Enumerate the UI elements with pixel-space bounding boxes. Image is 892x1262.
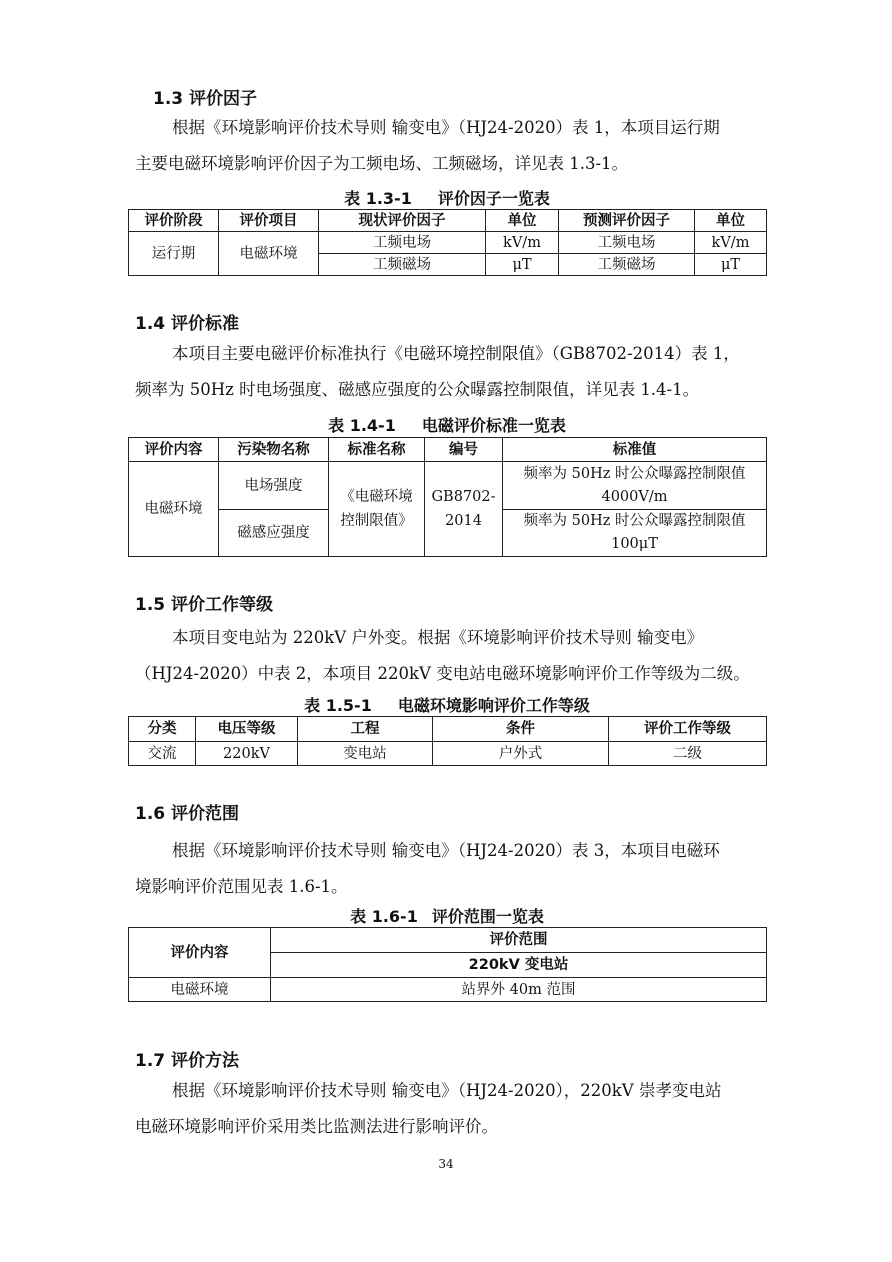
standard-value-line1: 频率为 50Hz 时公众曝露控制限值 (523, 465, 746, 482)
table-cell: 变电站 (298, 742, 433, 766)
table-cell-stage: 运行期 (129, 232, 219, 276)
table-header-cell: 工程 (298, 717, 433, 742)
table-1-6-1-caption (128, 904, 766, 927)
table-header-cell: 电压等级 (196, 717, 298, 742)
table-header-cell: 评价项目 (219, 210, 319, 232)
section-1-3-para-line2: 主要电磁环境影响评价因子为工频电场、工频磁场，详见表 1.3-1。 (135, 154, 629, 173)
table-cell: 工频磁场 (319, 254, 486, 276)
table-cell: μT (695, 254, 767, 276)
table-header-cell: 分类 (129, 717, 196, 742)
section-1-5-title: 1.5 评价工作等级 (135, 595, 274, 615)
section-1-7-para-line2: 电磁环境影响评价采用类比监测法进行影响评价。 (135, 1117, 498, 1136)
table-cell-item: 电磁环境 (219, 232, 319, 276)
section-1-3-para-line1: 根据《环境影响评价技术导则 输变电》（HJ24-2020）表 1，本项目运行期 (172, 118, 720, 137)
standard-value-line1: 频率为 50Hz 时公众曝露控制限值 (523, 513, 746, 529)
table-cell-standard-value (503, 462, 767, 510)
standard-name-line2: 控制限值》 (340, 513, 413, 529)
table-header-cell: 评价内容 (129, 928, 271, 978)
table-header-cell: 污染物名称 (219, 438, 329, 462)
table-header-cell: 评价工作等级 (609, 717, 767, 742)
table-cell-pollutant: 电场强度 (219, 462, 329, 510)
caption-title: 电磁评价标准一览表 (421, 416, 566, 435)
standard-value-line2: 100μT (611, 536, 658, 552)
table-cell: 工频电场 (319, 232, 486, 254)
table-cell-content: 电磁环境 (129, 462, 219, 557)
section-1-7-title: 1.7 评价方法 (135, 1051, 240, 1071)
caption-number: 表 1.6-1 (350, 907, 418, 926)
section-1-6-title: 1.6 评价范围 (135, 804, 240, 824)
table-cell-standard-value (503, 510, 767, 557)
table-header-cell: 现状评价因子 (319, 210, 486, 232)
table-cell: 工频磁场 (559, 254, 695, 276)
table-cell: μT (486, 254, 559, 276)
table-header-cell: 标准值 (503, 438, 767, 462)
table-1-4-1-caption (128, 413, 766, 436)
section-1-7-para-line1: 根据《环境影响评价技术导则 输变电》（HJ24-2020），220kV 崇孝变电站 (172, 1081, 722, 1100)
table-header-cell: 评价内容 (129, 438, 219, 462)
table-header-cell: 评价阶段 (129, 210, 219, 232)
table-evaluation-scope (128, 927, 767, 1002)
table-cell: kV/m (486, 232, 559, 254)
table-header-cell: 预测评价因子 (559, 210, 695, 232)
section-1-3-title: 1.3 评价因子 (153, 89, 258, 109)
table-evaluation-standards (128, 437, 767, 557)
table-cell-code (425, 462, 503, 557)
table-header-cell: 220kV 变电站 (271, 953, 767, 978)
table-cell: 电磁环境 (129, 978, 271, 1002)
code-line2: 2014 (445, 513, 482, 529)
caption-title: 电磁环境影响评价工作等级 (397, 696, 590, 715)
page-number: 34 (438, 1157, 454, 1171)
caption-title: 评价范围一览表 (431, 907, 544, 926)
table-header-cell: 编号 (425, 438, 503, 462)
table-cell: kV/m (695, 232, 767, 254)
table-work-grade (128, 716, 767, 766)
table-cell: 220kV (196, 742, 298, 766)
standard-value-line2: 4000V/m (601, 488, 668, 505)
code-line1: GB8702- (431, 489, 496, 505)
section-1-4-para-line2: 频率为 50Hz 时电场强度、磁感应强度的公众曝露控制限值，详见表 1.4-1。 (135, 380, 700, 399)
caption-number: 表 1.5-1 (304, 696, 372, 715)
table-cell-standard-name (329, 462, 425, 557)
section-1-5-para-line1: 本项目变电站为 220kV 户外变。根据《环境影响评价技术导则 输变电》 (172, 628, 704, 647)
table-cell-pollutant: 磁感应强度 (219, 510, 329, 557)
table-header-cell: 条件 (433, 717, 609, 742)
table-cell: 户外式 (433, 742, 609, 766)
table-1-3-1-caption (128, 186, 766, 209)
table-header-cell: 标准名称 (329, 438, 425, 462)
caption-number: 表 1.3-1 (344, 189, 412, 208)
table-cell: 站界外 40m 范围 (271, 978, 767, 1002)
section-1-4-title: 1.4 评价标准 (135, 314, 240, 334)
table-cell: 交流 (129, 742, 196, 766)
table-header-cell: 评价范围 (271, 928, 767, 953)
section-1-6-para-line1: 根据《环境影响评价技术导则 输变电》（HJ24-2020）表 3，本项目电磁环 (172, 841, 720, 860)
table-evaluation-factors (128, 209, 767, 276)
section-1-6-para-line2: 境影响评价范围见表 1.6-1。 (135, 877, 348, 896)
caption-title: 评价因子一览表 (437, 189, 550, 208)
standard-name-line1: 《电磁环境 (340, 489, 413, 505)
table-cell: 工频电场 (559, 232, 695, 254)
caption-number: 表 1.4-1 (328, 416, 396, 435)
table-header-cell: 单位 (486, 210, 559, 232)
section-1-5-para-line2: （HJ24-2020）中表 2，本项目 220kV 变电站电磁环境影响评价工作等级为二级。 (135, 664, 750, 683)
table-cell: 二级 (609, 742, 767, 766)
section-1-4-para-line1: 本项目主要电磁评价标准执行《电磁环境控制限值》（GB8702-2014）表 1， (172, 344, 740, 363)
table-1-5-1-caption (128, 693, 766, 716)
table-header-cell: 单位 (695, 210, 767, 232)
